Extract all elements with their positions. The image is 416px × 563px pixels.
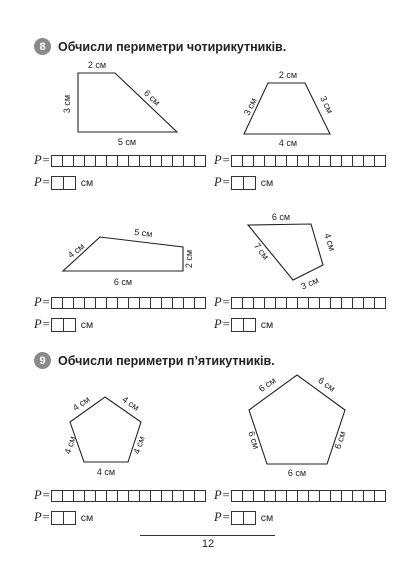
answer-cell[interactable] — [243, 176, 256, 190]
unit-label: см — [80, 318, 94, 331]
perimeter-symbol: P — [214, 175, 222, 189]
answer-cell[interactable] — [243, 511, 256, 525]
task-9-header — [34, 352, 275, 369]
quad-1-left-label: 3 см — [62, 94, 72, 114]
perimeter-symbol: P — [214, 153, 222, 167]
equals-sign: = — [42, 175, 50, 189]
quad-3-top-label: 5 см — [133, 226, 154, 240]
quad-4-result-row — [214, 317, 273, 332]
quad-3-expression-cells[interactable] — [51, 297, 206, 309]
quad-4-expression-cells[interactable] — [231, 297, 386, 309]
answer-cell[interactable] — [63, 318, 76, 332]
pentagon-1-label-bottom: 4 см — [96, 467, 116, 477]
pentagon-2 — [246, 375, 347, 478]
pentagon-1 — [63, 394, 147, 477]
answer-cell[interactable] — [374, 297, 386, 309]
answer-cell[interactable] — [194, 490, 206, 502]
pentagon-2-result-cells[interactable] — [231, 511, 256, 525]
perimeter-symbol: P — [34, 175, 42, 189]
quad-3-right-label: 2 см — [184, 249, 194, 269]
quad-4-expression-row — [214, 295, 386, 310]
pentagon-1-label-left: 4 см — [62, 434, 78, 456]
quad-4-left-label: 7 см — [251, 240, 271, 262]
quad-4-right-label: 4 см — [322, 231, 338, 253]
pentagon-2-expression-row — [214, 488, 386, 503]
equals-sign: = — [222, 153, 230, 167]
pentagon-2-label-left: 6 см — [246, 429, 262, 451]
quad-4-top-label: 6 см — [271, 212, 291, 222]
page-number: 12 — [201, 538, 215, 550]
pentagon-1-expression-cells[interactable] — [51, 490, 206, 502]
pentagon-2-result-row — [214, 510, 273, 525]
equals-sign: = — [42, 488, 50, 502]
quad-2-expression-cells[interactable] — [231, 155, 386, 167]
answer-cell[interactable] — [374, 490, 386, 502]
answer-cell[interactable] — [194, 297, 206, 309]
pentagon-1-label-right: 4 см — [131, 434, 147, 456]
quad-3-result-cells[interactable] — [51, 318, 76, 332]
footer-rule — [140, 535, 275, 536]
equals-sign: = — [42, 510, 50, 524]
task-8-number: 8 — [34, 38, 51, 55]
pentagon-2-label-top-right: 6 см — [316, 375, 338, 394]
quad-3-bottom-label: 6 см — [113, 277, 133, 287]
perimeter-symbol: P — [34, 488, 42, 502]
quad-1-slant-label: 6 см — [141, 87, 163, 108]
task-8-title: Обчисли периметри чотирикутників. — [58, 39, 287, 54]
quad-2 — [242, 70, 335, 148]
equals-sign: = — [42, 295, 50, 309]
quad-1-outline — [78, 73, 177, 132]
quad-1-bottom-label: 5 см — [117, 137, 137, 147]
pentagon-2-label-right: 6 см — [332, 429, 348, 451]
quad-4 — [248, 212, 337, 292]
equals-sign: = — [42, 317, 50, 331]
answer-cell[interactable] — [243, 318, 256, 332]
equals-sign: = — [42, 153, 50, 167]
quad-2-left-label: 3 см — [241, 96, 259, 118]
quad-2-bottom-label: 4 см — [278, 138, 298, 148]
equals-sign: = — [222, 317, 230, 331]
unit-label: см — [260, 176, 274, 189]
quad-2-expression-row — [214, 153, 386, 168]
perimeter-symbol: P — [214, 510, 222, 524]
pentagon-2-label-top-left: 6 см — [256, 375, 278, 394]
perimeter-symbol: P — [214, 488, 222, 502]
quad-3-result-row — [34, 317, 93, 332]
unit-label: см — [260, 511, 274, 524]
quad-3-expression-row — [34, 295, 206, 310]
equals-sign: = — [222, 488, 230, 502]
perimeter-symbol: P — [214, 317, 222, 331]
pentagon-1-expression-row — [34, 488, 206, 503]
answer-cell[interactable] — [63, 511, 76, 525]
pentagon-1-result-cells[interactable] — [51, 511, 76, 525]
answer-cell[interactable] — [194, 155, 206, 167]
perimeter-symbol: P — [34, 510, 42, 524]
perimeter-symbol: P — [34, 317, 42, 331]
quad-2-outline — [241, 83, 330, 134]
equals-sign: = — [222, 175, 230, 189]
pentagon-1-label-top-left: 4 см — [70, 394, 92, 413]
answer-cell[interactable] — [63, 176, 76, 190]
equals-sign: = — [222, 295, 230, 309]
quad-1-result-cells[interactable] — [51, 176, 76, 190]
quad-1 — [62, 60, 177, 147]
quad-2-result-row — [214, 175, 273, 190]
quad-1-expression-cells[interactable] — [51, 155, 206, 167]
quad-3-left-label: 4 см — [65, 241, 87, 261]
perimeter-symbol: P — [34, 295, 42, 309]
unit-label: см — [80, 176, 94, 189]
quad-4-bottom-label: 3 см — [299, 274, 321, 292]
task-9-number: 9 — [34, 352, 51, 369]
pentagon-2-expression-cells[interactable] — [231, 490, 386, 502]
quad-4-result-cells[interactable] — [231, 318, 256, 332]
quad-2-result-cells[interactable] — [231, 176, 256, 190]
task-9-title: Обчисли периметри п’ятикутників. — [58, 353, 275, 368]
perimeter-symbol: P — [214, 295, 222, 309]
unit-label: см — [80, 511, 94, 524]
quad-2-right-label: 3 см — [318, 94, 336, 116]
equals-sign: = — [222, 510, 230, 524]
quad-2-top-label: 2 см — [278, 70, 298, 80]
quad-1-top-label: 2 см — [87, 60, 107, 70]
answer-cell[interactable] — [374, 155, 386, 167]
pentagon-1-label-top-right: 4 см — [120, 394, 142, 413]
pentagon-2-label-bottom: 6 см — [287, 468, 307, 478]
perimeter-symbol: P — [34, 153, 42, 167]
pentagon-1-result-row — [34, 510, 93, 525]
quad-3 — [63, 227, 194, 287]
quad-1-expression-row — [34, 153, 206, 168]
quad-1-result-row — [34, 175, 93, 190]
unit-label: см — [260, 318, 274, 331]
